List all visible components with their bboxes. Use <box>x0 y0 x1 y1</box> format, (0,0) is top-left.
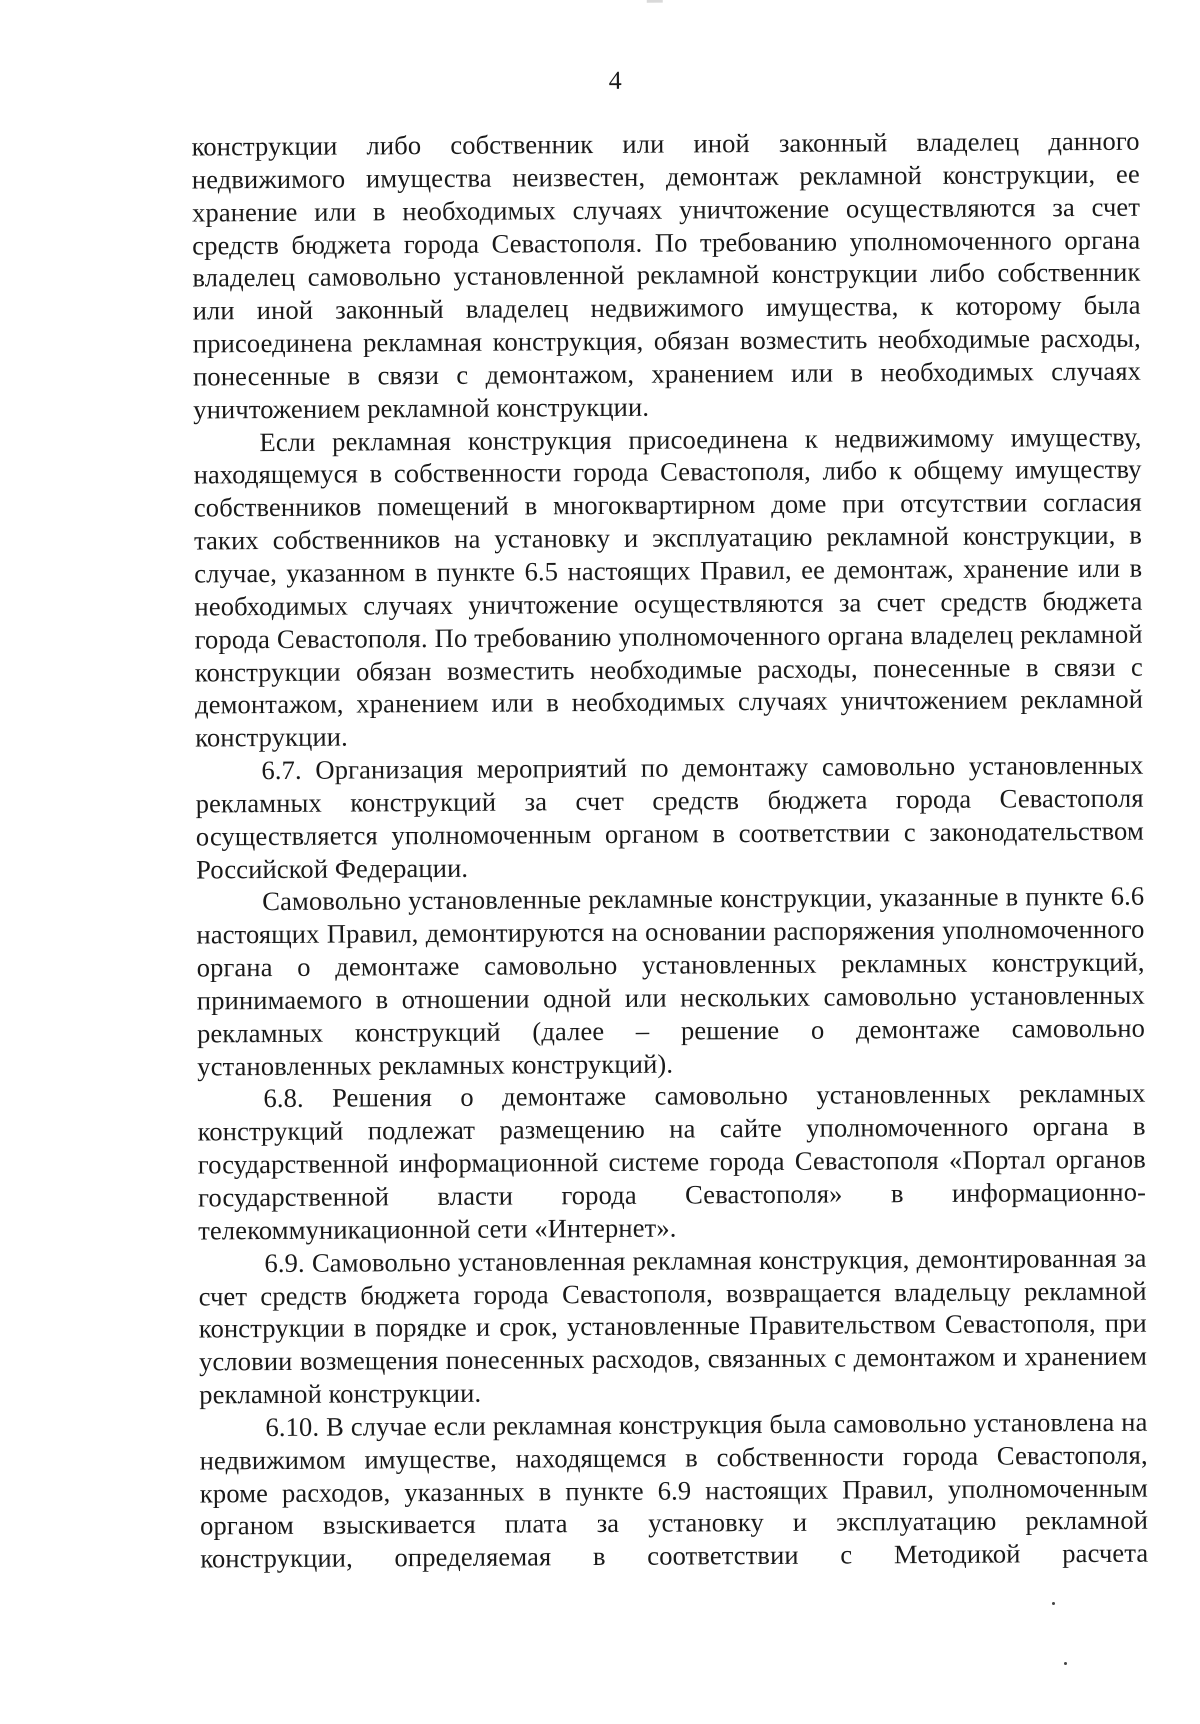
paragraph-continuation: конструкции либо собственник или иной законный владелец данного недвижимого имущества неизвестен, демонтаж рекламной конструкции, ее хранение или в необходимых случаях уничтожение осуществляются за счет средств бюджета города Севастополя. По требованию уполномоченного органа владелец самовольно установленной рекламной конструкции либо собственник или иной законный владелец недвижимого имущества, к которому была присоединена рекламная конструкция, обязан возместить необходимые расходы, понесенные в связи с демонтажом, хранением или в необходимых случаях уничтожением рекламной конструкции. <box>191 125 1142 425</box>
paragraph-clause-6-10: 6.10. В случае если рекламная конструкция была самовольно установлена на недвижимом имуществе, находящемся в собственности города Севастополя, кроме расходов, указанных в пункте 6.9 настоящих Правил, уполномоченным органом взыскивается плата за установку и эксплуатацию рекламной конструкции, определяемая в соответствии с Методикой расчета <box>199 1406 1149 1574</box>
scan-speck <box>1052 1602 1055 1605</box>
document-body <box>192 125 1149 1576</box>
scan-artifact <box>647 0 663 3</box>
paragraph-unauthorized-structures: Самовольно установленные рекламные конструкции, указанные в пункте 6.6 настоящих Правил, демонтируются на основании распоряжения уполномоченного органа о демонтаже самовольно установленных рекламных конструкций, принимаемого в отношении одной или нескольких самовольно установленных рекламных конструкций (далее – решение о демонтаже самовольно установленных рекламных конструкций). <box>196 881 1146 1082</box>
paragraph-advertising-structure-attached: Если рекламная конструкция присоединена к недвижимому имуществу, находящемуся в собственности города Севастополя, либо к общему имуществу собственников помещений в многоквартирном доме при отсутствии согласия таких собственников на установку и эксплуатацию рекламной конструкции, в случае, указанном в пункте 6.5 настоящих Правил, ее демонтаж, хранение или в необходимых случаях уничтожение осуществляются за счет средств бюджета города Севастополя. По требованию уполномоченного органа владелец рекламной конструкции обязан возместить необходимые расходы, понесенные в связи с демонтажом, хранением или в необходимых случаях уничтожением рекламной конструкции. <box>193 421 1144 753</box>
paragraph-clause-6-9: 6.9. Самовольно установленная рекламная конструкция, демонтированная за счет средств бюджета города Севастополя, возвращается владельцу рекламной конструкции в порядке и срок, установленные Правительством Севастополя, при условии возмещения понесенных расходов, связанных с демонтажом и хранением рекламной конструкции. <box>198 1242 1148 1410</box>
paragraph-clause-6-8: 6.8. Решения о демонтаже самовольно установленных рекламных конструкций подлежат размещению на сайте уполномоченного органа в государственной информационной системе города Севастополя «Портал органов государственной власти города Севастополя» в информационно-телекоммуникационной сети «Интернет». <box>197 1078 1147 1246</box>
scan-speck <box>1064 1662 1067 1665</box>
paragraph-clause-6-7: 6.7. Организация мероприятий по демонтажу самовольно установленных рекламных конструкций за счет средств бюджета города Севастополя осуществляется уполномоченным органом в соответствии с законодательством Российской Федерации. <box>195 749 1144 885</box>
page-number: 4 <box>608 65 622 95</box>
